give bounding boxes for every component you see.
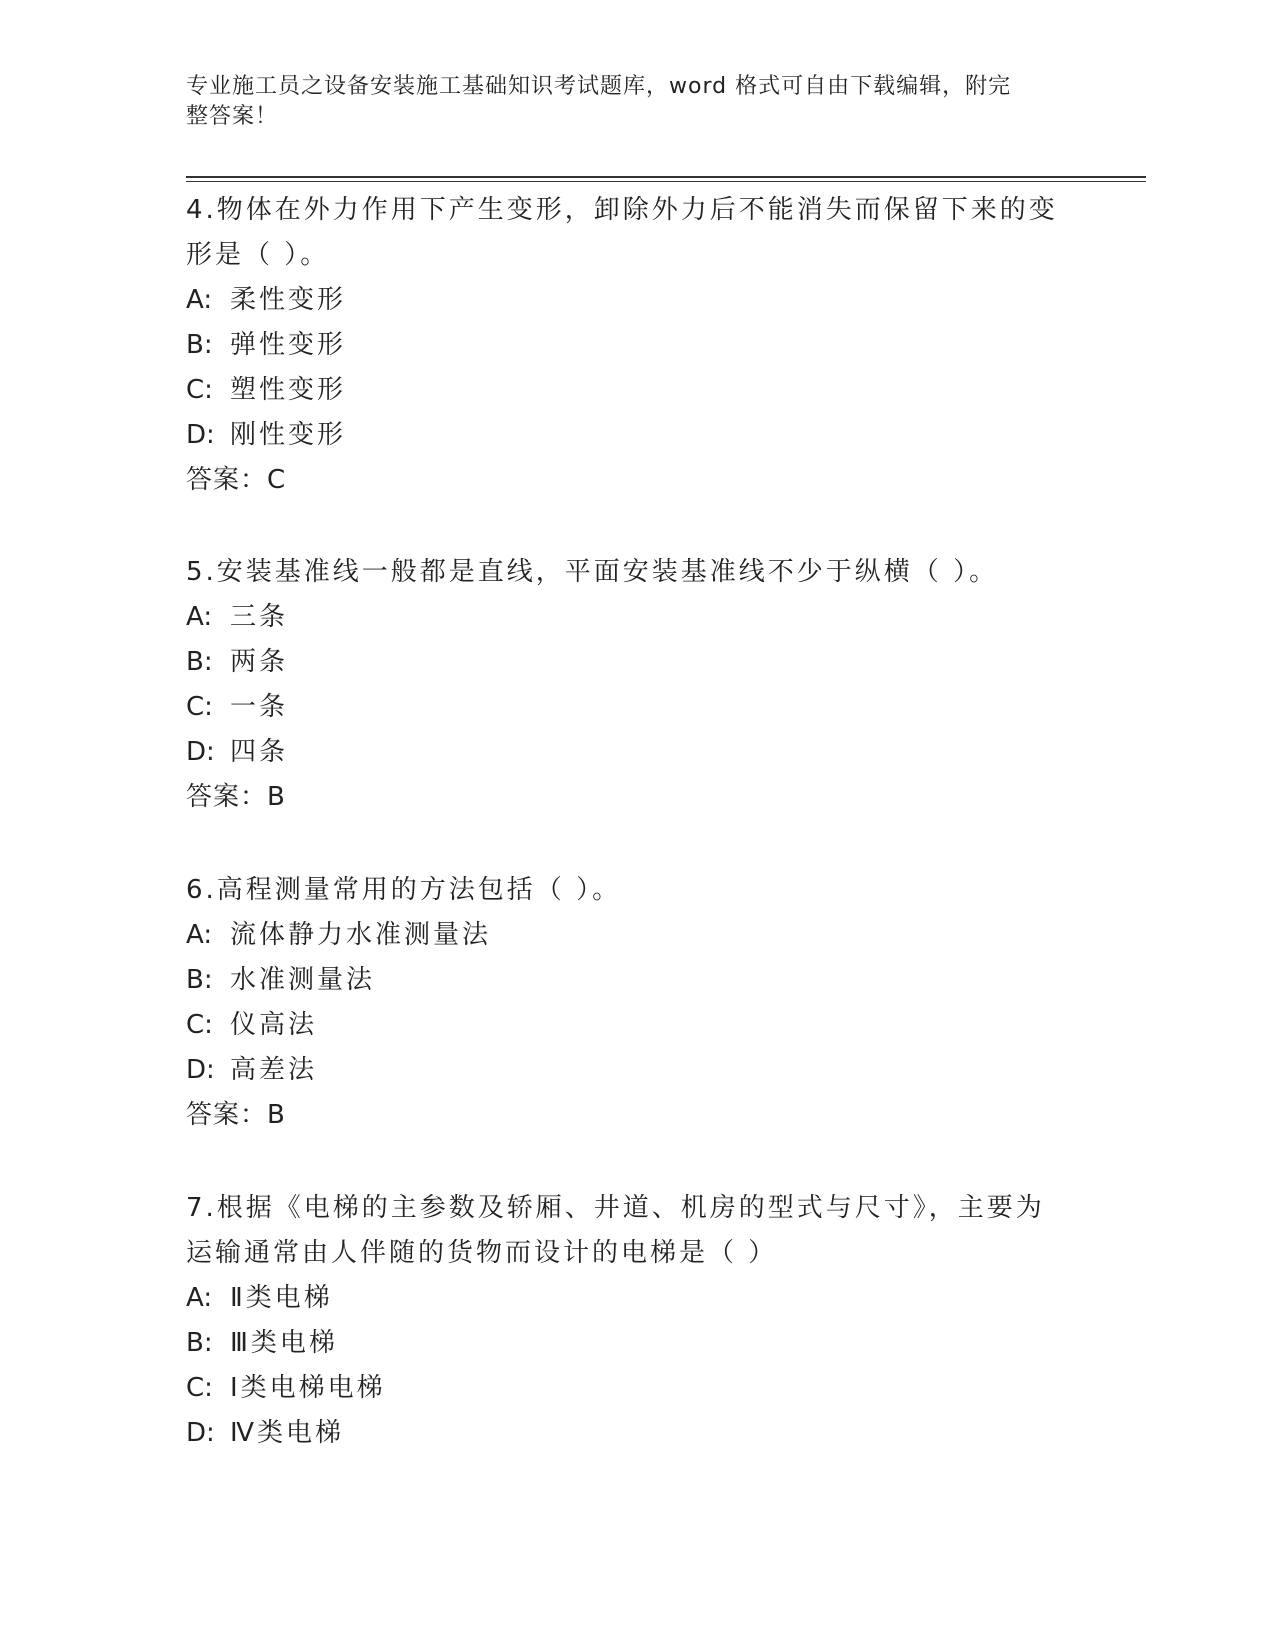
option-b xyxy=(186,323,1066,368)
option-text: 弹性变形 xyxy=(230,330,347,360)
option-key: D: xyxy=(186,420,215,450)
option-c xyxy=(186,368,1066,413)
option-text: 柔性变形 xyxy=(230,285,347,315)
question-4 xyxy=(186,188,1066,503)
option-c xyxy=(186,1003,1066,1048)
answer-line: 答案：B xyxy=(186,1100,286,1130)
question-7 xyxy=(186,1186,1066,1456)
option-text: Ⅳ类电梯 xyxy=(230,1418,344,1448)
option-key: C: xyxy=(186,375,213,405)
option-text: 流体静力水准测量法 xyxy=(230,920,492,950)
question-5 xyxy=(186,550,1066,820)
option-text: 高差法 xyxy=(230,1055,318,1085)
option-key: B: xyxy=(186,647,213,677)
option-key: B: xyxy=(186,1328,213,1358)
answer-line: 答案：C xyxy=(186,465,287,495)
option-a xyxy=(186,913,1066,958)
option-c xyxy=(186,1366,1066,1411)
header-divider-thick xyxy=(186,176,1146,178)
option-key: C: xyxy=(186,1010,213,1040)
option-b xyxy=(186,1321,1066,1366)
option-d xyxy=(186,730,1066,775)
option-text: 三条 xyxy=(230,602,289,632)
header-line-1: 专业施工员之设备安装施工基础知识考试题库，word 格式可自由下载编辑，附完 xyxy=(186,74,1012,99)
question-stem: 6.高程测量常用的方法包括（ ）。 xyxy=(186,875,622,905)
option-text: 塑性变形 xyxy=(230,375,347,405)
option-text: Ⅰ类电梯电梯 xyxy=(230,1373,386,1403)
option-key: C: xyxy=(186,1373,213,1403)
option-key: D: xyxy=(186,1418,215,1448)
option-key: A: xyxy=(186,1283,213,1313)
question-stem: 4.物体在外力作用下产生变形，卸除外力后不能消失而保留下来的变形是（ ）。 xyxy=(186,195,1058,270)
option-a xyxy=(186,595,1066,640)
option-key: C: xyxy=(186,692,213,722)
option-key: A: xyxy=(186,285,213,315)
option-key: B: xyxy=(186,330,213,360)
header-divider-thin xyxy=(186,181,1146,182)
header-line-2: 整答案！ xyxy=(186,104,279,129)
question-6 xyxy=(186,868,1066,1138)
option-key: A: xyxy=(186,920,213,950)
answer-line: 答案：B xyxy=(186,782,286,812)
option-d xyxy=(186,413,1066,458)
option-a xyxy=(186,1276,1066,1321)
option-text: Ⅱ类电梯 xyxy=(230,1283,333,1313)
option-text: 刚性变形 xyxy=(230,420,347,450)
option-text: 水准测量法 xyxy=(230,965,376,995)
option-key: D: xyxy=(186,1055,215,1085)
option-d xyxy=(186,1411,1066,1456)
option-text: 仪高法 xyxy=(230,1010,318,1040)
option-key: A: xyxy=(186,602,213,632)
option-c xyxy=(186,685,1066,730)
option-d xyxy=(186,1048,1066,1093)
option-a xyxy=(186,278,1066,323)
option-key: B: xyxy=(186,965,213,995)
question-stem: 7.根据《电梯的主参数及轿厢、井道、机房的型式与尺寸》，主要为运输通常由人伴随的货物而设计的电梯是（ ） xyxy=(186,1193,1045,1268)
option-key: D: xyxy=(186,737,215,767)
question-stem: 5.安装基准线一般都是直线，平面安装基准线不少于纵横（ ）。 xyxy=(186,557,999,587)
option-text: 两条 xyxy=(230,647,289,677)
option-text: 一条 xyxy=(230,692,289,722)
option-text: Ⅲ类电梯 xyxy=(230,1328,338,1358)
option-b xyxy=(186,958,1066,1003)
option-b xyxy=(186,640,1066,685)
document-header xyxy=(186,72,1076,132)
option-text: 四条 xyxy=(230,737,289,767)
